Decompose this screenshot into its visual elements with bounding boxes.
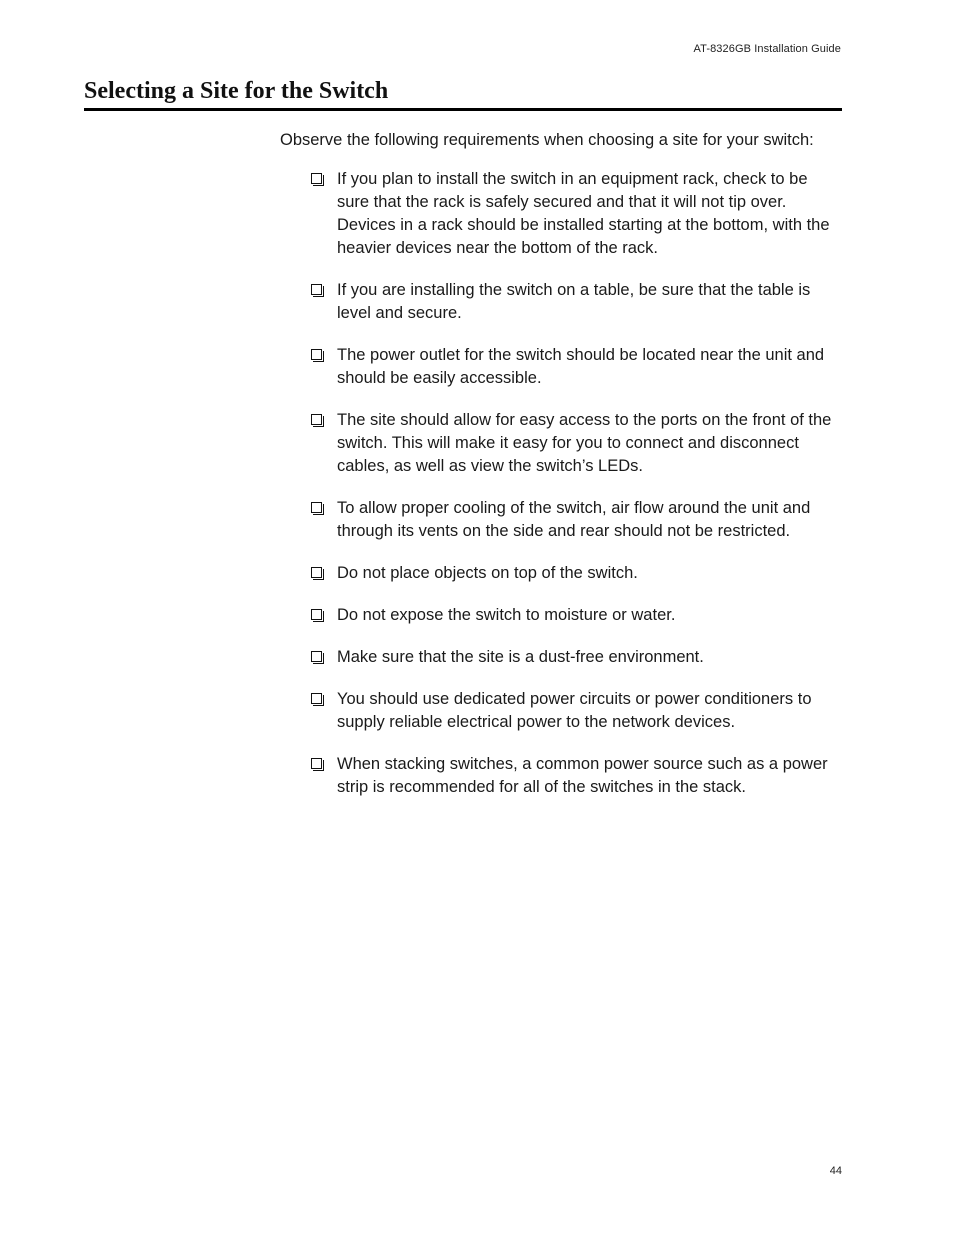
checkbox-icon [311, 502, 322, 513]
checkbox-icon [311, 349, 322, 360]
checkbox-icon [311, 651, 322, 662]
list-item [311, 753, 842, 799]
checkbox-icon [311, 567, 322, 578]
list-item-text: The site should allow for easy access to the ports on the front of the switch. This will make it easy for you to connect and disconnect cables, as well as view the switch’s LEDs. [337, 411, 832, 475]
list-item-text: The power outlet for the switch should be located near the unit and should be easily accessible. [337, 346, 825, 387]
intro-paragraph: Observe the following requirements when choosing a site for your switch: [280, 131, 814, 149]
list-item [311, 646, 842, 669]
section-title: Selecting a Site for the Switch [84, 76, 842, 111]
list-item-text: You should use dedicated power circuits or power conditioners to supply reliable electrical power to the network devices. [337, 690, 812, 731]
page-number: 44 [829, 1165, 842, 1177]
list-item-text: If you plan to install the switch in an equipment rack, check to be sure that the rack is safely secured and that it will not tip over. Devices in a rack should be installed starting at the bottom, with the heavier devices near the bottom of the rack. [337, 170, 830, 257]
list-item-text: Make sure that the site is a dust-free environment. [337, 648, 704, 666]
list-item [311, 168, 842, 260]
list-item [311, 562, 842, 585]
list-item [311, 409, 842, 478]
section-body [280, 129, 842, 818]
list-item [311, 688, 842, 734]
list-item-text: When stacking switches, a common power source such as a power strip is recommended for all of the switches in the stack. [337, 755, 828, 796]
checkbox-icon [311, 414, 322, 425]
list-item-text: If you are installing the switch on a table, be sure that the table is level and secure. [337, 281, 811, 322]
checkbox-icon [311, 284, 322, 295]
running-header: AT-8326GB Installation Guide [693, 43, 841, 55]
list-item [311, 497, 842, 543]
list-item [311, 604, 842, 627]
list-item-text: Do not expose the switch to moisture or water. [337, 606, 676, 624]
list-item [311, 279, 842, 325]
checkbox-icon [311, 609, 322, 620]
list-item-text: Do not place objects on top of the switch. [337, 564, 638, 582]
requirements-list [280, 168, 842, 799]
checkbox-icon [311, 758, 322, 769]
checkbox-icon [311, 173, 322, 184]
list-item [311, 344, 842, 390]
checkbox-icon [311, 693, 322, 704]
list-item-text: To allow proper cooling of the switch, air flow around the unit and through its vents on the side and rear should not be restricted. [337, 499, 811, 540]
